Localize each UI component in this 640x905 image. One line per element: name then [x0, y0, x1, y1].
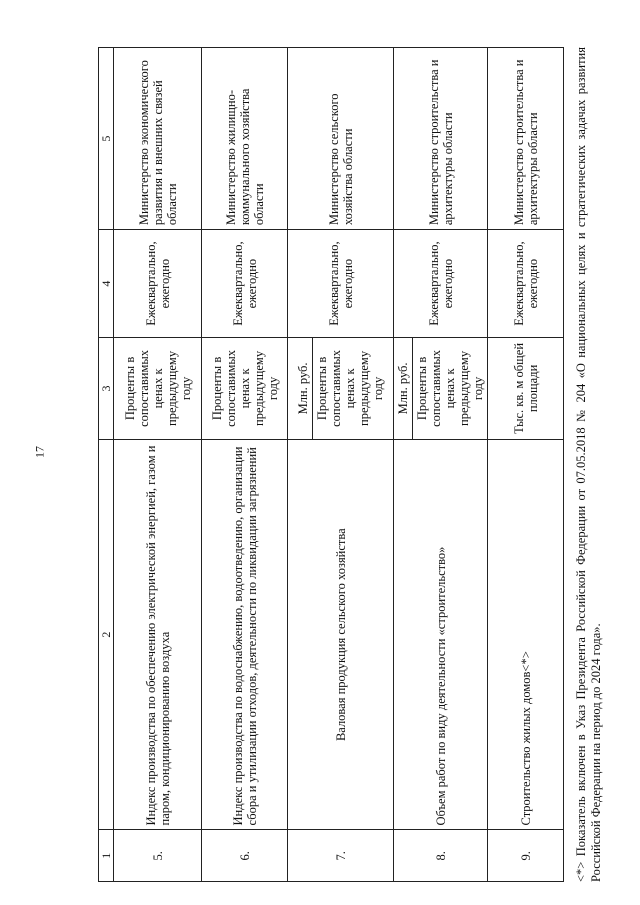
- column-header: 4: [99, 230, 114, 338]
- column-header: 1: [99, 830, 114, 882]
- indicator-name: Строительство жилых домов<*>: [488, 439, 564, 830]
- unit-cell: [288, 338, 394, 440]
- unit-value: Проценты в сопоставимых ценах к предыдущему году: [209, 349, 280, 427]
- periodicity-cell: Ежеквартально, ежегодно: [202, 230, 288, 338]
- indicator-name: Объем работ по виду деятельности «строительство»: [394, 439, 488, 830]
- indicator-name: Индекс производства по обеспечению электрической энергией, газом и паром, кондиционированию воздуха: [114, 439, 202, 830]
- table-row: [288, 48, 394, 882]
- periodicity-cell: Ежеквартально, ежегодно: [114, 230, 202, 338]
- responsible-cell: Министерство сельского хозяйства области: [288, 48, 394, 230]
- unit-value: Проценты в сопоставимых ценах к предыдущему году: [412, 338, 487, 439]
- table-row: [202, 48, 288, 882]
- column-header: 2: [99, 439, 114, 830]
- row-number: 6.: [202, 830, 288, 882]
- page-number: 17: [32, 446, 47, 458]
- row-number: 5.: [114, 830, 202, 882]
- responsible-cell: Министерство жилищно-коммунального хозяйства области: [202, 48, 288, 230]
- table-header-row: [99, 48, 114, 882]
- table-row: [114, 48, 202, 882]
- column-header: 5: [99, 48, 114, 230]
- unit-cell: [114, 338, 202, 440]
- row-number: 7.: [288, 830, 394, 882]
- unit-cell: [394, 338, 488, 440]
- indicators-table: [98, 47, 564, 882]
- column-header: 3: [99, 338, 114, 440]
- unit-value: Проценты в сопоставимых ценах к предыдущему году: [312, 338, 387, 439]
- indicator-name: Валовая продукция сельского хозяйства: [288, 439, 394, 830]
- unit-value: Млн. руб.: [396, 362, 410, 415]
- periodicity-cell: Ежеквартально, ежегодно: [394, 230, 488, 338]
- unit-cell: [202, 338, 288, 440]
- table-row: [394, 48, 488, 882]
- rotated-page-content: [98, 27, 623, 882]
- unit-value: Млн. руб.: [296, 362, 310, 415]
- row-number: 8.: [394, 830, 488, 882]
- footnote: <*> Показатель включен в Указ Президента Российской Федерации от 07.05.2018 № 204 «О национальных целях и стратегических задачах развития Российской Федерации на период до 2024 года».: [574, 47, 603, 882]
- indicator-name: Индекс производства по водоснабжению, водоотведению, организации сбора и утилизации отходов, деятельности по ликвидации загрязнений: [202, 439, 288, 830]
- periodicity-cell: Ежеквартально, ежегодно: [288, 230, 394, 338]
- unit-value: Проценты в сопоставимых ценах к предыдущему году: [122, 349, 193, 427]
- responsible-cell: Министерство строительства и архитектуры области: [394, 48, 488, 230]
- periodicity-cell: Ежеквартально, ежегодно: [488, 230, 564, 338]
- unit-value: Тыс. кв. м общей площади: [511, 342, 540, 434]
- row-number: 9.: [488, 830, 564, 882]
- table-row: [488, 48, 564, 882]
- responsible-cell: Министерство строительства и архитектуры области: [488, 48, 564, 230]
- responsible-cell: Министерство экономического развития и внешних связей области: [114, 48, 202, 230]
- unit-cell: [488, 338, 564, 440]
